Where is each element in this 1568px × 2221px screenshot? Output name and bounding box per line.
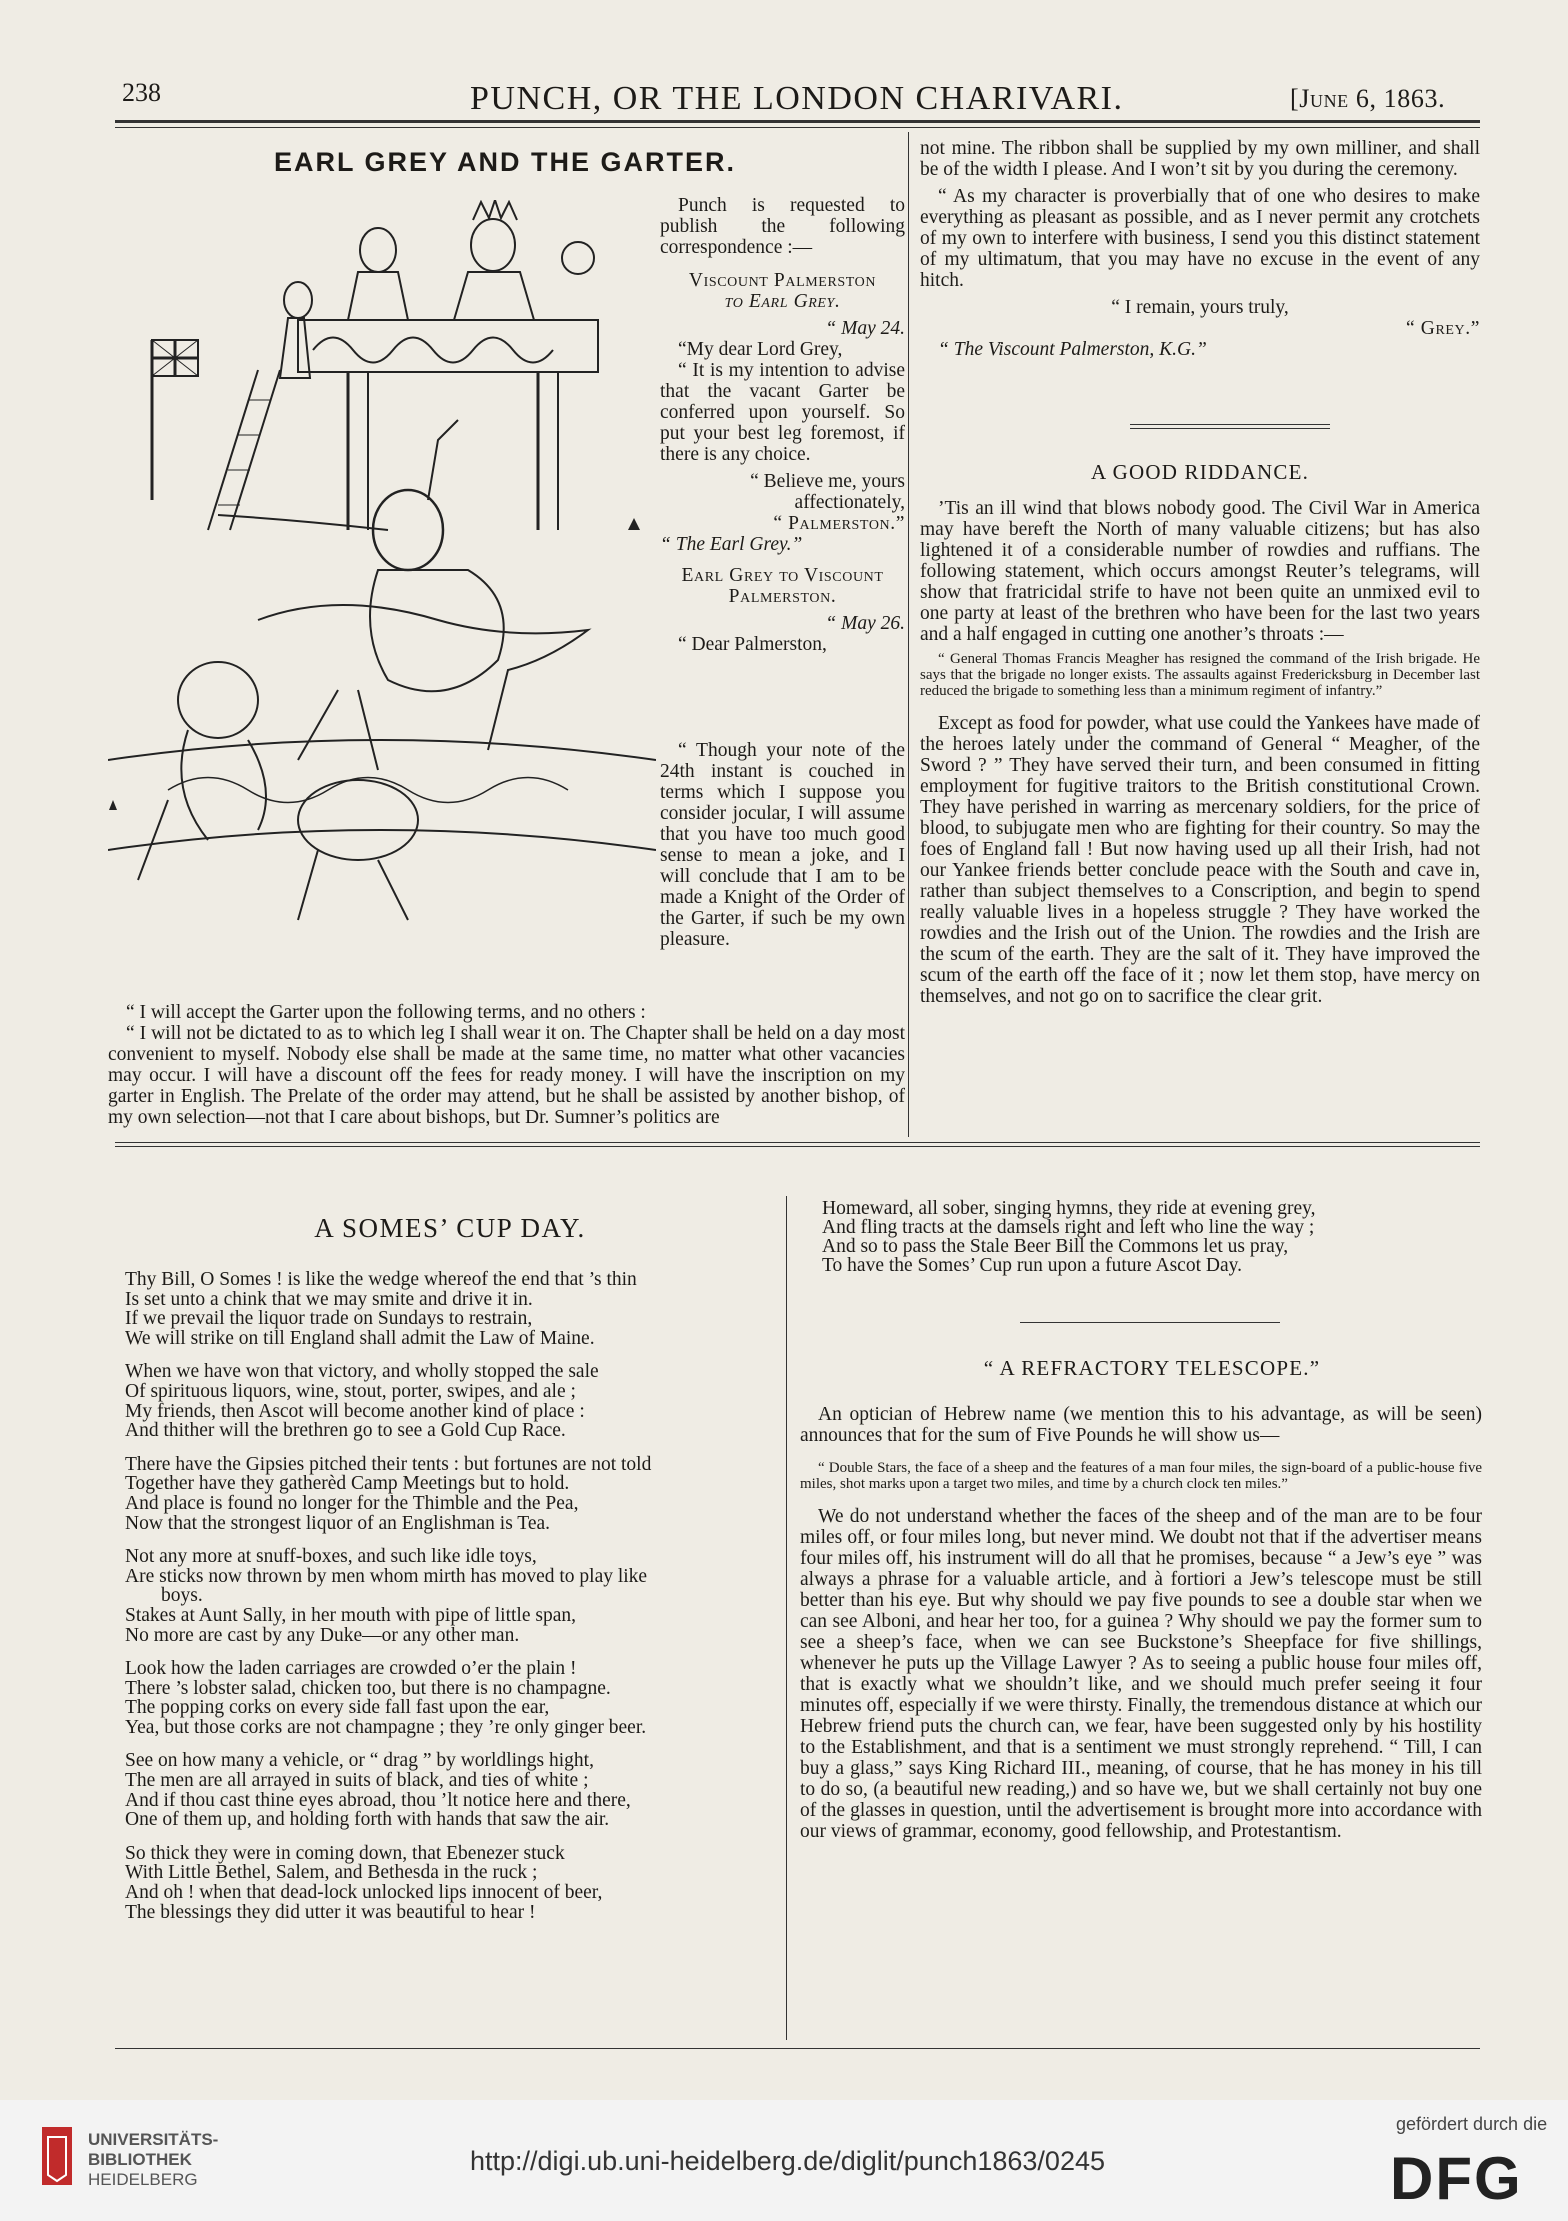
letter2-body-column	[660, 740, 905, 956]
poem-stanza	[125, 1844, 780, 1922]
poem-line: See on how many a vehicle, or “ drag ” by worldlings hight,	[125, 1750, 594, 1772]
riddance-p1: ’Tis an ill wind that blows nobody good. The Civil War in America may have bereft the North of many valuable citizens; but has also lightened it of a considerable number of rowdies and ruffians. The following statement, which occurs amongst Reuter’s telegrams, will show that fratricidal strife to have not been quite an unmixed evil to one party at least of the brethren who have been for the last two years and a half engaged in cutting one another’s throats :—	[920, 498, 1480, 645]
poem-line: When we have won that victory, and wholly stopped the sale	[125, 1361, 599, 1383]
university-line3: HEIDELBERG	[88, 2170, 198, 2189]
poem-line: Look how the laden carriages are crowded o’er the plain !	[125, 1658, 577, 1680]
earl-grey-signature: “ Grey.”	[1406, 318, 1480, 339]
header-rule	[115, 120, 1480, 123]
section-rule-1	[1130, 424, 1330, 425]
poem-line: No more are cast by any Duke—or any other man.	[125, 1624, 520, 1646]
poem-line: boys.	[161, 1585, 203, 1607]
poem-line: One of them up, and holding forth with hands that saw the air.	[125, 1809, 610, 1831]
riddance-p2: Except as food for powder, what use could the Yankees have made of the heroes lately under the command of General “ Meagher, of the Sword ? ” They have served their turn, and been consumed in fitting employment for fugitive traitors to the British constitutional Crown. They have perished in warring as mercenary soldiers, for the price of blood, to subjugate men who are fighting for their country. So may the foes of England fall ! But now having used up all their Irish, had not our Yankee friends better conclude peace with the South and cave in, rather than subject themselves to a Conscription, and begin to spend really valuable lives in a hopeless struggle ? They have worked the rowdies and the Irish out of the Union. The rowdies and the Irish are the scum of the earth. They are the salt of it. They have improved the scum of the earth off the face of it ; now let them stop, have mercy on themselves, and not go on to sacrifice the clear grit.	[920, 713, 1480, 1007]
university-line2: BIBLIOTHEK	[88, 2150, 192, 2169]
telescope-p1: An optician of Hebrew name (we mention this to his advantage, as will be seen) announces that for the sum of Five Pounds he will show us—	[800, 1404, 1482, 1446]
university-seal-icon	[40, 2125, 74, 2187]
column-divider-top	[908, 132, 909, 1137]
poem-line: There have the Gipsies pitched their tents : but fortunes are not told	[125, 1453, 652, 1475]
issue-date: [June 6, 1863.	[1290, 84, 1446, 113]
letter1-closing: “ Believe me, yours affectionately,	[750, 471, 905, 513]
poem-line: With Little Bethel, Salem, and Bethesda in the ruck ;	[125, 1862, 538, 1884]
poem-line: Now that the strongest liquor of an Englishman is Tea.	[125, 1512, 551, 1534]
earl-grey-remain: “ I remain, yours truly,	[1111, 297, 1289, 318]
poem-line: To have the Somes’ Cup run upon a future Ascot Day.	[822, 1255, 1242, 1276]
poem-line: Yea, but those corks are not champagne ; they ’re only ginger beer.	[125, 1716, 647, 1738]
letter1-address: “ The Earl Grey.”	[660, 534, 803, 555]
funded-by-label: gefördert durch die	[1396, 2114, 1548, 2134]
poem-line: And fling tracts at the damsels right and left who line the way ;	[822, 1217, 1315, 1238]
poem-stanza	[125, 1455, 780, 1533]
earl-grey-title: EARL GREY AND THE GARTER.	[273, 147, 737, 177]
somes-title: A SOMES’ CUP DAY.	[314, 1213, 586, 1243]
section-rule-2	[1020, 1322, 1280, 1323]
poem-line: Thy Bill, O Somes ! is like the wedge whereof the end that ’s thin	[125, 1269, 637, 1290]
poem-line: There ’s lobster salad, chicken too, but there is no champagne.	[125, 1677, 611, 1699]
riddance-title: A GOOD RIDDANCE.	[1090, 460, 1310, 484]
cartoon-illustration	[108, 200, 656, 990]
letter2-date: “ May 26.	[825, 613, 905, 634]
poem-line: So thick they were in coming down, that Ebenezer stuck	[125, 1842, 565, 1864]
poem-line: The men are all arrayed in suits of black, and ties of white ;	[125, 1770, 589, 1792]
poem-line: Is set unto a chink that we may smite and drive it in.	[125, 1288, 533, 1310]
earl-grey-intro-column	[660, 195, 905, 655]
poem-line: The blessings they did utter it was beautiful to hear !	[125, 1901, 536, 1923]
riddance-quote: “ General Thomas Francis Meagher has resigned the command of the Irish brigade. He says that the brigade no longer exists. The assaults against Fredericksburg in December last reduced the brigade to something less than a minimum regiment of infantry.”	[920, 651, 1480, 699]
bottom-rule	[115, 2048, 1480, 2049]
letter2-body: “ Though your note of the 24th instant is couched in terms which I suppose you consider jocular, I will assume that you have too much good sense to mean a joke, and I will conclude that I am to be made a Knight of the Order of the Garter, if such be my own pleasure.	[660, 740, 905, 950]
poem-line: Of spirituous liquors, wine, stout, porter, swipes, and ale ;	[125, 1380, 576, 1402]
poem-stanza	[125, 1751, 780, 1829]
poem-line: We will strike on till England shall admit the Law of Maine.	[125, 1327, 595, 1349]
earl-grey-address: “ The Viscount Palmerston, K.G.”	[938, 339, 1207, 360]
poem-stanza	[125, 1547, 780, 1645]
poem-stanza	[125, 1362, 780, 1440]
poem-stanza	[125, 1270, 780, 1348]
dfg-logo: DFG	[1390, 2145, 1523, 2212]
letter2-terms-column	[108, 1002, 905, 1134]
header-rule-thin	[115, 127, 1480, 128]
column-divider-bottom	[786, 1196, 787, 2040]
poem-line: And place is found no longer for the Thimble and the Pea,	[125, 1492, 579, 1514]
telescope-title: “ A REFRACTORY TELESCOPE.”	[983, 1356, 1321, 1380]
poem-line: Together have they gatherèd Camp Meetings but to hold.	[125, 1473, 570, 1495]
poem-line: Homeward, all sober, singing hymns, they ride at evening grey,	[822, 1198, 1316, 1219]
letter2-terms-body: “ I will not be dictated to as to which leg I shall wear it on. The Chapter shall be held on a day most convenient to myself. Nobody else shall be made at the same time, no matter what other vacancies may occur. I will have a discount off the fees for ready money. I will have the inscription on my garter in English. The Prelate of the order may attend, but he shall be assisted by another bishop, of my own selection—not that I care about bishops, but Dr. Sumner’s politics are	[108, 1023, 905, 1128]
poem-line: And thither will the brethren go to see a Gold Cup Race.	[125, 1420, 566, 1442]
poem-line: Stakes at Aunt Sally, in her mouth with pipe of little span,	[125, 1604, 576, 1626]
letter1-salutation: “My dear Lord Grey,	[678, 339, 843, 360]
letter2-heading: Earl Grey to Viscount Palmerston.	[681, 565, 884, 607]
right-column-top	[920, 138, 1480, 366]
poem-line: If we prevail the liquor trade on Sundays to restrain,	[125, 1308, 533, 1330]
earl-grey-intro: Punch is requested to publish the following correspondence :—	[660, 195, 905, 258]
poem-line: Are sticks now thrown by men whom mirth has moved to play like	[125, 1565, 648, 1587]
somes-final-stanza	[822, 1199, 1482, 1275]
letter1-heading: Viscount Palmerston	[688, 270, 877, 291]
poem-line: My friends, then Ascot will become another kind of place :	[125, 1400, 585, 1422]
telescope-column	[800, 1404, 1482, 1848]
page-number: 238	[122, 78, 161, 107]
letter1-signature: “ Palmerston.”	[773, 513, 905, 534]
letter2-terms: “ I will accept the Garter upon the following terms, and no others :	[126, 1002, 646, 1023]
poem-line: And oh ! when that dead-lock unlocked lips innocent of beer,	[125, 1882, 603, 1904]
riddance-column	[920, 498, 1480, 1013]
letter1-to: to Earl Grey.	[724, 291, 841, 312]
permalink-url[interactable]: http://digi.ub.uni-heidelberg.de/diglit/punch1863/0245	[470, 2146, 1105, 2176]
section-rule-1b	[1130, 428, 1330, 429]
telescope-p2: We do not understand whether the faces of the sheep and of the man are to be four miles off, or four miles long, but never mind. We doubt not that if the advertiser means four miles off, his instrument will do all that he promises, because “ a Jew’s eye ” was always a phrase for a valuable article, and à fortiori a Jew’s telescope must be still better than his eye. But why should we pay five pounds to see a double star when we can see Alboni, and hear her too, for a guinea ? Why should we pay the former sum to see a sheep’s face, when we can see Buckstone’s Sheepface for five shillings, whenever he puts up the Village Lawyer ? As to seeing a public house four miles off, that is exactly what we shouldn’t like, and we should much prefer seeing it four minutes off, especially if we were thirsty. Finally, the tremendous distance at which our Hebrew friend puts the church can, we fear, have been suggested only by his hostility to the Establishment, and that is a sentiment we must strongly reprehend. “ Till, I can buy a glass,” says King Richard III., meaning, of course, that he has money in his till to do so, (a beautiful new reading,) and so have we, but we shall certainly not buy one of the glasses in question, until the advertisement is brought more into accordance with our views of grammar, economy, good fellowship, and Protestantism.	[800, 1506, 1482, 1842]
middle-rule-2	[115, 1146, 1480, 1147]
somes-poem	[125, 1270, 780, 1936]
poem-line: And so to pass the Stale Beer Bill the Commons let us pray,	[822, 1236, 1289, 1257]
letter1-date: “ May 24.	[825, 318, 905, 339]
university-line1: UNIVERSITÄTS-	[88, 2130, 219, 2149]
poem-stanza	[125, 1659, 780, 1737]
telescope-quote: “ Double Stars, the face of a sheep and the features of a man four miles, the sign-board of a public-house five miles, shot marks upon a target two miles, and time by a church clock ten miles.”	[800, 1460, 1482, 1492]
poem-line: Not any more at snuff-boxes, and such like idle toys,	[125, 1546, 537, 1568]
poem-line: And if thou cast thine eyes abroad, thou ’lt notice here and there,	[125, 1789, 631, 1811]
earl-grey-continued2: “ As my character is proverbially that of one who desires to make everything as pleasant as possible, and as I never permit any crotchets of my own to interfere with business, I send you this distinct statement of my ultimatum, that you may have no excuse in the event of any hitch.	[920, 186, 1480, 291]
poem-line: The popping corks on every side fall fast upon the ear,	[125, 1697, 550, 1719]
earl-grey-continued: not mine. The ribbon shall be supplied by my own milliner, and shall be of the width I please. And I won’t sit by you during the ceremony.	[920, 138, 1480, 180]
letter1-body: “ It is my intention to advise that the vacant Garter be conferred upon yourself. So put your best leg foremost, if there is any choice.	[660, 360, 905, 465]
masthead-title: PUNCH, OR THE LONDON CHARIVARI.	[470, 80, 1124, 117]
middle-rule	[115, 1142, 1480, 1143]
letter2-salutation: “ Dear Palmerston,	[678, 634, 827, 655]
university-name	[88, 2130, 218, 2190]
